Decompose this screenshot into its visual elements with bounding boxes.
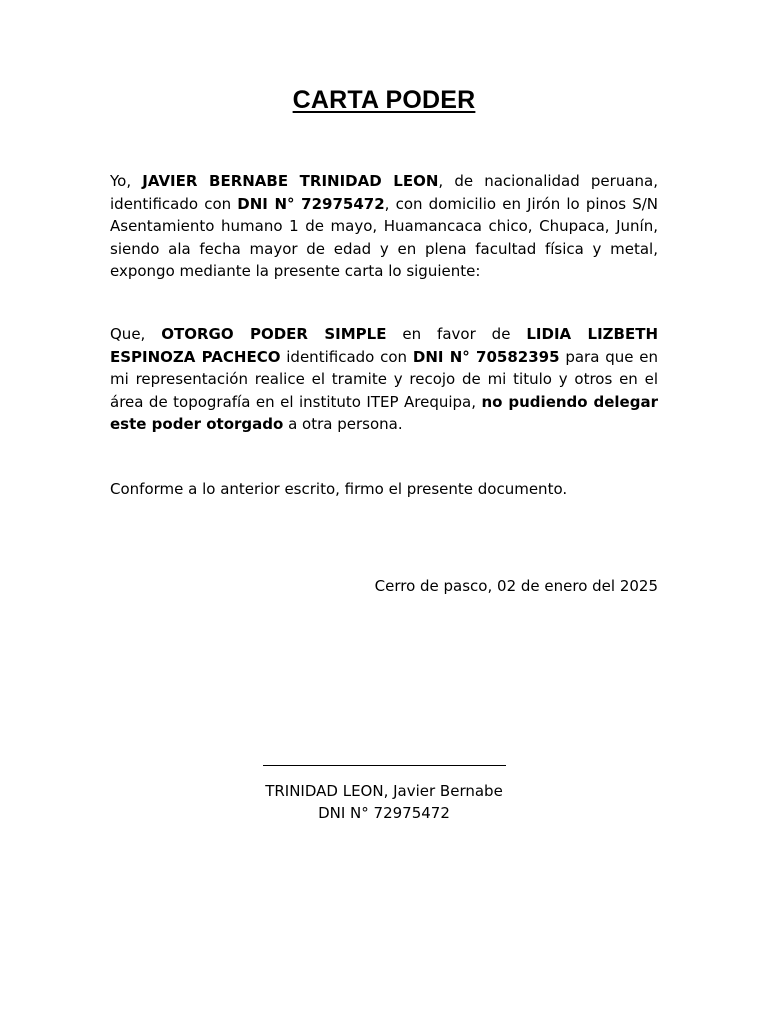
signature-line — [263, 765, 506, 766]
grant-type: OTORGO PODER SIMPLE — [161, 325, 387, 343]
document-title: CARTA PODER — [292, 86, 476, 114]
grantee-name: LIDIA LIZBETH ESPINOZA PACHECO — [110, 325, 659, 366]
p1-text-2: , de nacionalidad peruana, identificado con — [110, 172, 658, 213]
place-date: Cerro de pasco, 02 de enero del 2025 — [374, 577, 658, 595]
delegation-restriction: no pudiendo delegar este poder otorgado — [110, 392, 658, 433]
signer-name: TRINIDAD LEON, Javier Bernabe — [265, 782, 503, 800]
grantee-dni: DNI N° 70582395 — [412, 347, 560, 366]
paragraph-closing: Conforme a lo anterior escrito, firmo el presente documento. — [110, 480, 568, 498]
p1-text-1: Yo, — [110, 172, 143, 190]
signer-dni: DNI N° 72975472 — [318, 804, 450, 822]
p2-text-3: identificado con — [280, 347, 413, 366]
p1-text-3: , con domicilio en Jirón lo pinos S/N Asentamiento humano 1 de mayo, Huamancaca chico, Chupaca, Junín, siendo ala fecha mayor de edad y en plena facultad física y metal, expongo mediante la presente carta lo siguiente: — [110, 194, 658, 280]
paragraph-grant — [110, 323, 658, 436]
p2-text-2: en favor de — [386, 325, 527, 343]
declarant-dni: DNI N° 72975472 — [237, 194, 385, 213]
paragraph-declarant — [110, 170, 658, 283]
declarant-name: JAVIER BERNABE TRINIDAD LEON — [142, 172, 439, 190]
p2-text-5: a otra persona. — [283, 415, 403, 433]
p2-text-4: para que en mi representación realice el tramite y recojo de mi titulo y otros en el área de topografía en el instituto ITEP Arequipa, — [110, 347, 658, 411]
p2-text-1: Que, — [110, 325, 162, 343]
